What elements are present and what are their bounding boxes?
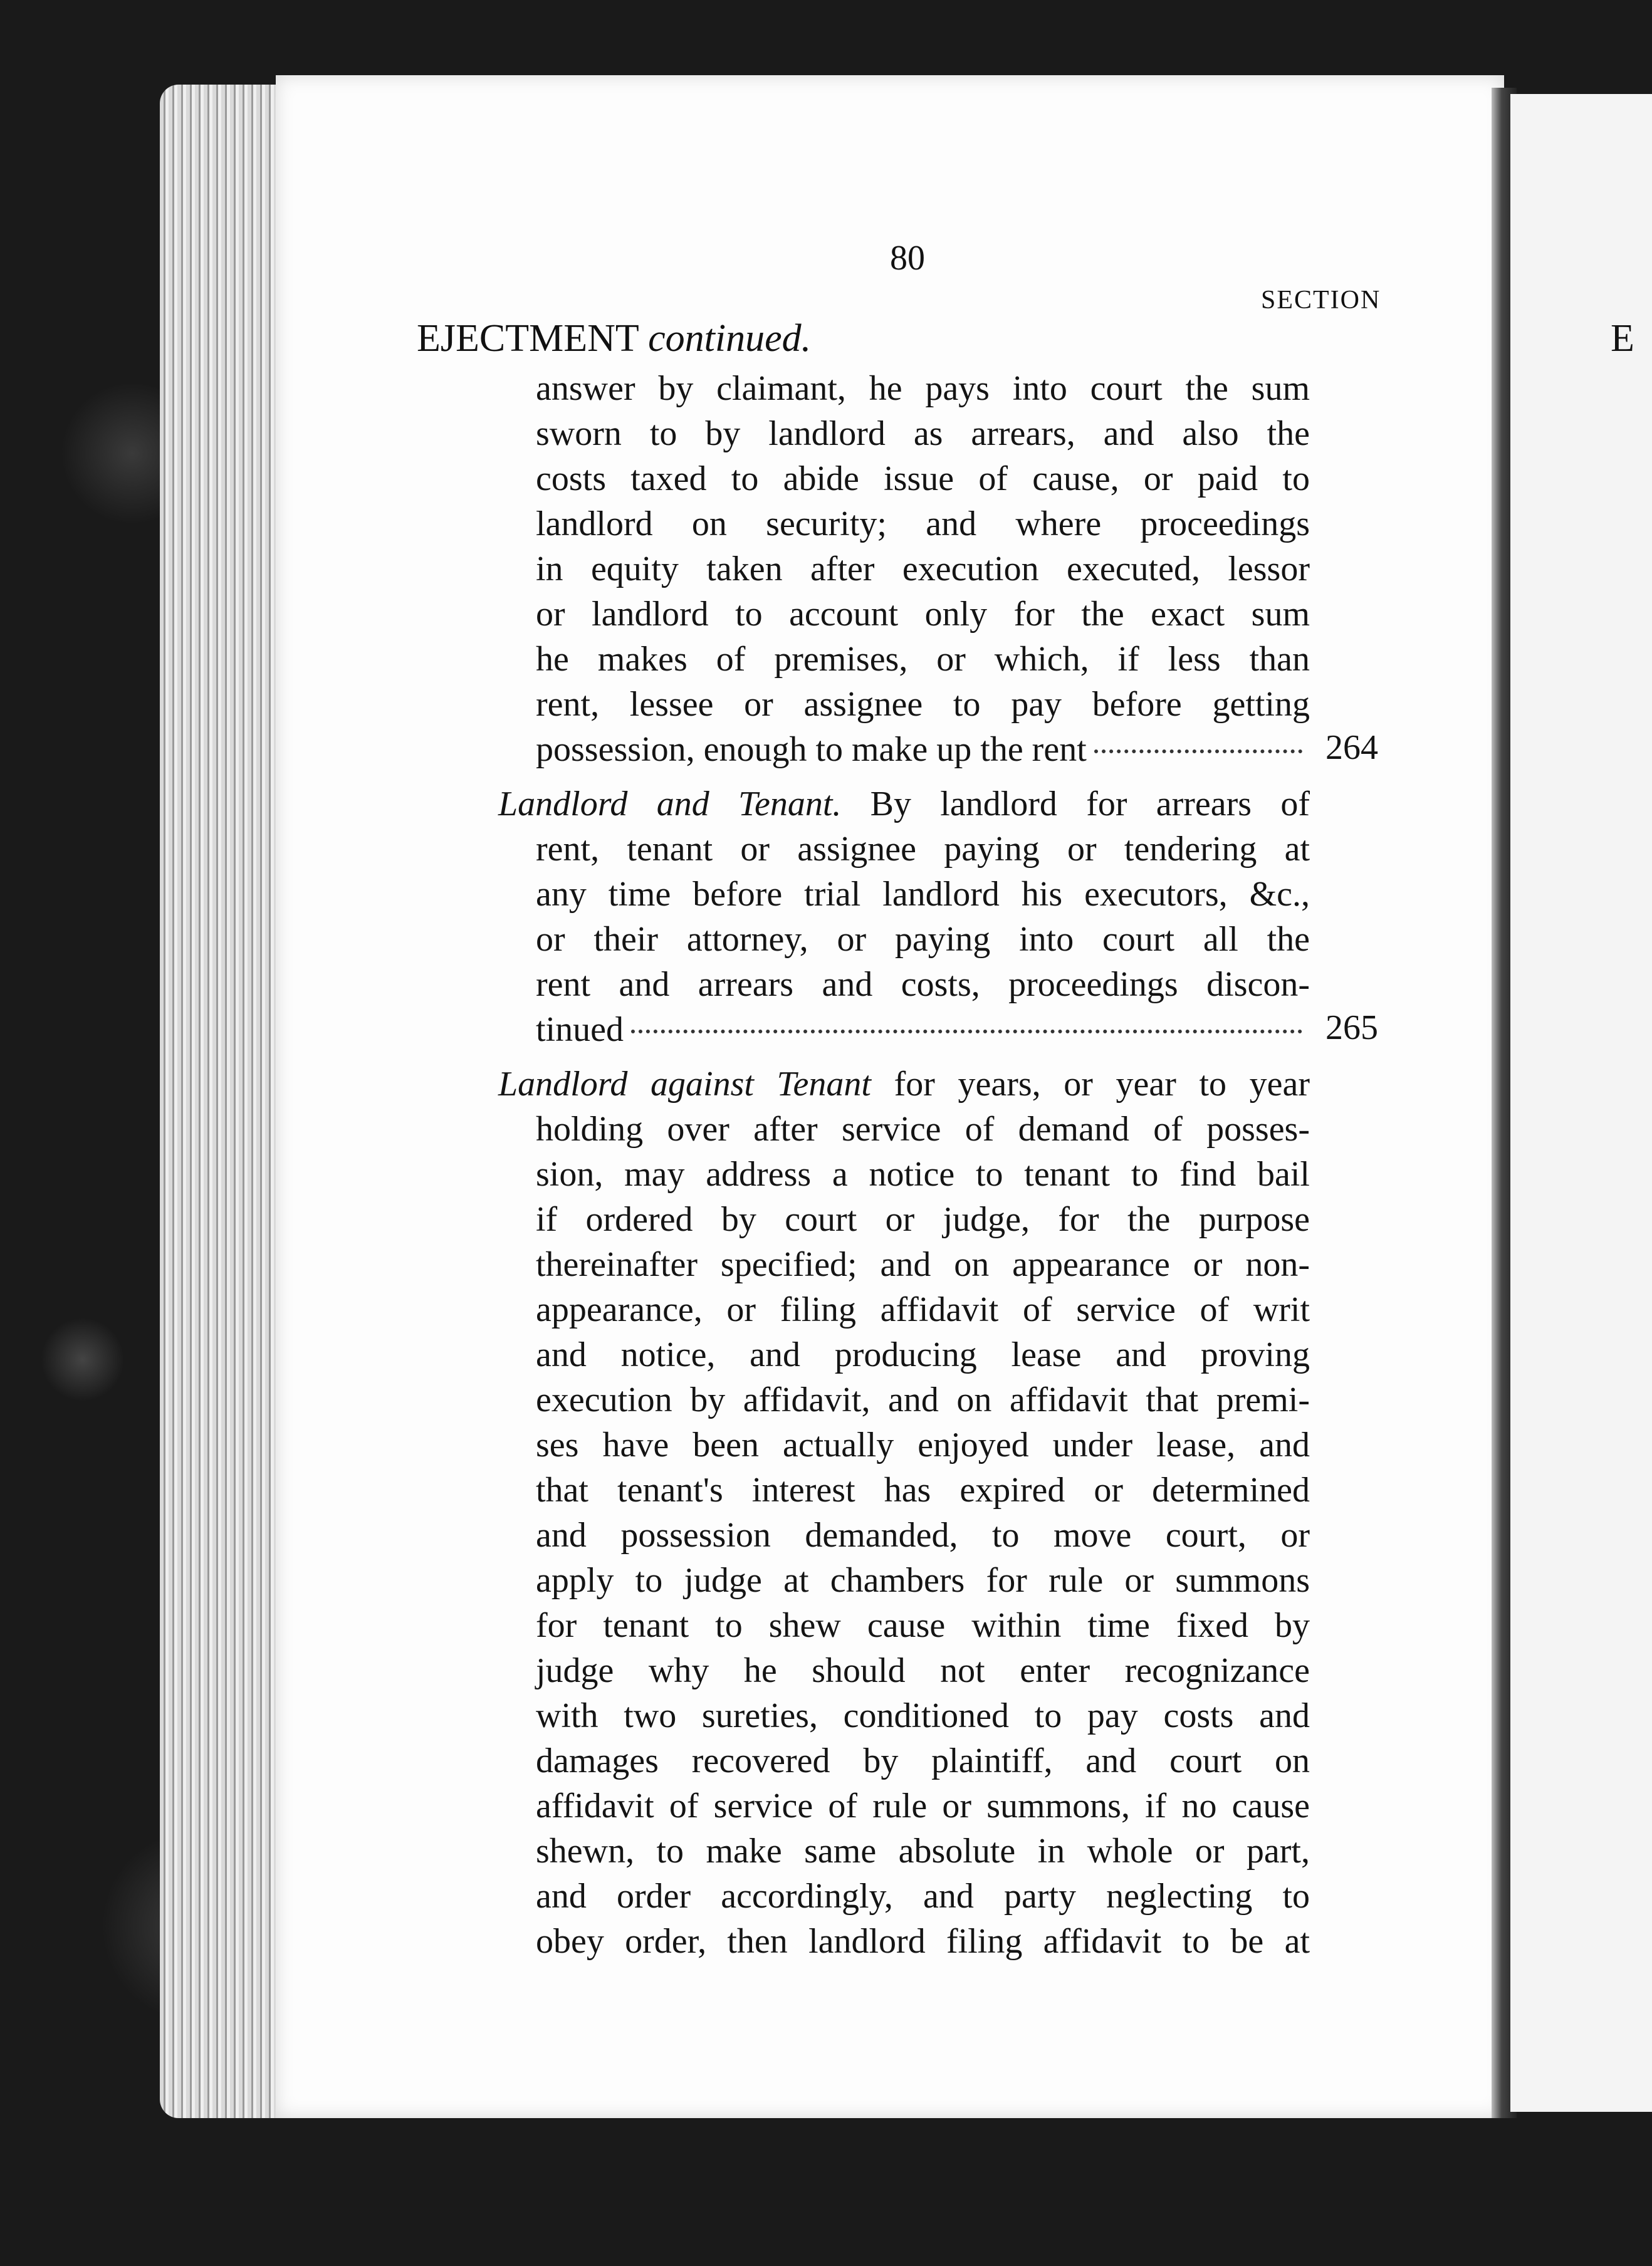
entry-1-line: in equity taken after execution executed, lessor <box>536 550 1310 588</box>
page-heading <box>417 316 811 361</box>
entry-2-line: rent, tenant or assignee paying or tendering at <box>536 830 1310 869</box>
entry-1-line: or landlord to account only for the exact sum <box>536 595 1310 634</box>
entry-2-line: or their attorney, or paying into court all the <box>536 920 1310 959</box>
entry-2-first-rest: By landlord for arrears of <box>870 785 1310 823</box>
entry-3-line: and order accordingly, and party neglecting to <box>536 1877 1310 1916</box>
entry-1-line: landlord on security; and where proceedings <box>536 504 1310 543</box>
adjacent-page <box>1510 94 1652 2112</box>
entry-2-lead: Landlord and Tenant. <box>498 785 842 823</box>
entry-3-line: affidavit of service of rule or summons, if no cause <box>536 1787 1310 1825</box>
entry-1-line: sworn to by landlord as arrears, and also the <box>536 414 1310 453</box>
entry-3-line: apply to judge at chambers for rule or summons <box>536 1561 1310 1600</box>
section-column-label: SECTION <box>1261 286 1381 315</box>
entry-3-line: and notice, and producing lease and proving <box>536 1335 1310 1374</box>
entry-1-last-line <box>536 728 1310 771</box>
entry-2-line: rent and arrears and costs, proceedings discon- <box>536 965 1310 1004</box>
dot-leader <box>1094 749 1302 753</box>
entry-3-line: holding over after service of demand of posses- <box>536 1110 1310 1149</box>
entry-3-line: with two sureties, conditioned to pay costs and <box>536 1696 1310 1735</box>
section-ref: 265 <box>1325 1008 1378 1047</box>
entry-1-line: rent, lessee or assignee to pay before getting <box>536 685 1310 724</box>
entry-2-last-text: tinued <box>536 1010 624 1049</box>
entry-3-line: execution by affidavit, and on affidavit that premi- <box>536 1381 1310 1419</box>
heading-main: EJECTMENT <box>417 317 639 360</box>
entry-1-line: answer by claimant, he pays into court the sum <box>536 369 1310 408</box>
entry-3-line: that tenant's interest has expired or determined <box>536 1471 1310 1510</box>
adjacent-page-heading-fragment: E <box>1611 317 1634 360</box>
entry-1-line: costs taxed to abide issue of cause, or paid to <box>536 459 1310 498</box>
entry-2-last-line <box>536 1008 1310 1052</box>
entry-2-first-line <box>498 782 1310 826</box>
entry-3-line: ses have been actually enjoyed under lease, and <box>536 1426 1310 1465</box>
entry-1-line: he makes of premises, or which, if less than <box>536 640 1310 679</box>
entry-3-first-line <box>498 1062 1310 1106</box>
entry-3-first-rest: for years, or year to year <box>894 1065 1310 1104</box>
entry-3-line: appearance, or filing affidavit of service of writ <box>536 1290 1310 1329</box>
entry-3-line: damages recovered by plaintiff, and court on <box>536 1741 1310 1780</box>
entry-3-line: judge why he should not enter recognizance <box>536 1651 1310 1690</box>
entry-3-line: sion, may address a notice to tenant to find bail <box>536 1155 1310 1194</box>
entry-3-line: for tenant to shew cause within time fixed by <box>536 1606 1310 1645</box>
entry-3-lead: Landlord against Tenant <box>498 1065 871 1104</box>
book-page-edges <box>160 85 291 2118</box>
page-number: 80 <box>890 239 925 278</box>
section-ref: 264 <box>1325 728 1378 767</box>
heading-continued: continued. <box>648 317 812 360</box>
entry-3-line: and possession demanded, to move court, or <box>536 1516 1310 1555</box>
entry-3-line: shewn, to make same absolute in whole or part, <box>536 1832 1310 1871</box>
entry-3-line: if ordered by court or judge, for the purpose <box>536 1200 1310 1239</box>
dot-leader <box>631 1030 1302 1033</box>
entry-3-line: thereinafter specified; and on appearance or non- <box>536 1245 1310 1284</box>
entry-2-line: any time before trial landlord his executors, &c., <box>536 875 1310 914</box>
entry-1-last-text: possession, enough to make up the rent <box>536 730 1087 769</box>
entry-3-line: obey order, then landlord filing affidavit to be at <box>536 1922 1310 1961</box>
